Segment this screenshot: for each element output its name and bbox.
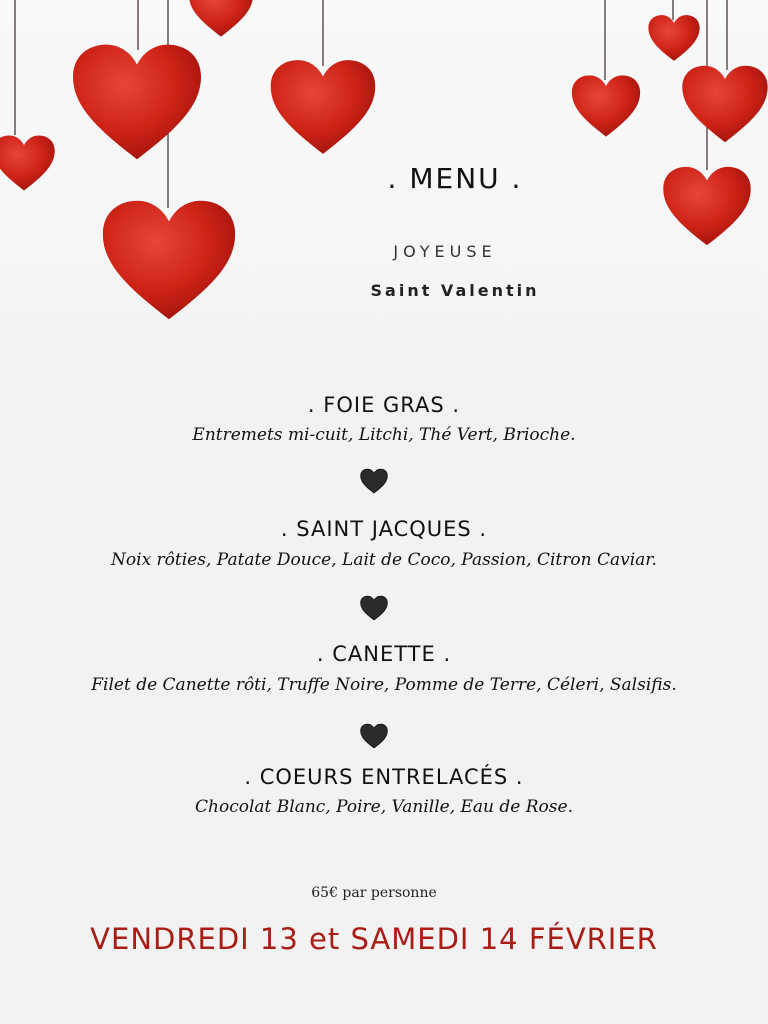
course-title-foie-gras: . FOIE GRAS .	[307, 393, 461, 417]
event-dates: VENDREDI 13 et SAMEDI 14 FÉVRIER	[90, 922, 658, 956]
hanging-heart-icon	[663, 167, 750, 245]
occasion-title: Saint Valentin	[370, 281, 540, 300]
hanging-heart-icon	[73, 45, 201, 160]
course-description-foie-gras: Entremets mi-cuit, Litchi, Thé Vert, Brioche.	[192, 425, 576, 445]
heart-icon	[359, 595, 389, 621]
hanging-heart-icon	[0, 135, 55, 190]
hanging-heart-icon	[189, 0, 253, 37]
heart-icon	[359, 723, 389, 749]
menu-title: . MENU .	[387, 162, 523, 195]
hanging-heart-icon	[682, 66, 767, 142]
heart-icon	[359, 468, 389, 494]
hanging-heart-icon	[572, 75, 640, 136]
price-per-person: 65€ par personne	[311, 885, 437, 901]
course-description-coeurs-entrelaces: Chocolat Blanc, Poire, Vanille, Eau de Rose.	[195, 797, 573, 817]
hanging-heart-icon	[271, 60, 376, 154]
header-banner	[0, 0, 768, 355]
hanging-heart-icon	[103, 201, 235, 319]
course-title-canette: . CANETTE .	[316, 642, 452, 666]
hanging-heart-icon	[648, 15, 699, 61]
course-description-saint-jacques: Noix rôties, Patate Douce, Lait de Coco, Passion, Citron Caviar.	[111, 550, 657, 570]
course-title-coeurs-entrelaces: . COEURS ENTRELACÉS .	[244, 765, 524, 789]
greeting-subtitle: JOYEUSE	[393, 242, 497, 261]
course-description-canette: Filet de Canette rôti, Truffe Noire, Pomme de Terre, Céleri, Salsifis.	[91, 675, 677, 695]
course-title-saint-jacques: . SAINT JACQUES .	[280, 517, 488, 541]
